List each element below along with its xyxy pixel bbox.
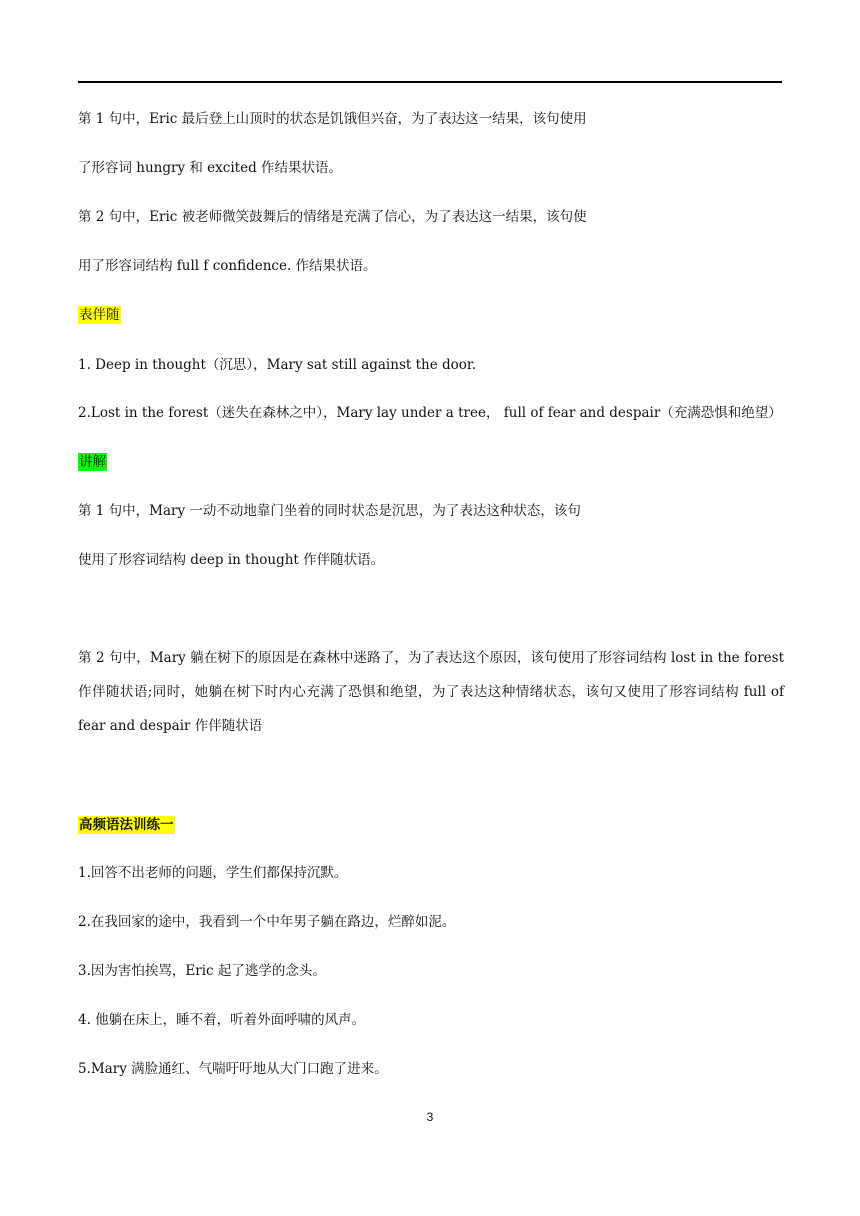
section-heading-accompany-label: 表伴随 (79, 307, 120, 323)
explain-2-paragraph: 第 2 句中，Mary 躺在树下的原因是在森林中迷路了，为了表达这个原因，该句使用了形容词结构 lost in the forest 作伴随状语;同时，她躺在树下时内心充满了恐惧和绝望，为了表达这种情绪状态，该句又使用了形容词结构 full of fear and despair 作伴随状语 (78, 650, 784, 734)
practice-item: 3.因为害怕挨骂，Eric 起了逃学的念头。 (78, 963, 326, 979)
section-heading-practice-label: 高频语法训练一 (79, 817, 174, 833)
explain-1-line-1: 第 1 句中，Eric 最后登上山顶时的状态是饥饿但兴奋，为了表达这一结果，该句使用 (78, 111, 587, 127)
practice-item: 1.回答不出老师的问题，学生们都保持沉默。 (78, 865, 348, 881)
page-number: 3 (426, 1110, 434, 1124)
section-heading-practice (78, 815, 175, 835)
practice-item: 5.Mary 满脸通红、气喘吁吁地从大门口跑了进来。 (78, 1061, 388, 1077)
section-heading-explain (78, 452, 107, 472)
practice-item: 4. 他躺在床上，睡不着，听着外面呼啸的风声。 (78, 1012, 366, 1028)
explain-1-line-2: 了形容词 hungry 和 excited 作结果状语。 (78, 160, 343, 176)
explain-2-line-2: 使用了形容词结构 deep in thought 作伴随状语。 (78, 552, 385, 568)
explain-1-line-3: 第 2 句中，Eric 被老师微笑鼓舞后的情绪是充满了信心，为了表达这一结果，该句使 (78, 209, 587, 225)
explain-2-line-1: 第 1 句中，Mary 一动不动地靠门坐着的同时状态是沉思，为了表达这种状态，该句 (78, 503, 581, 519)
section-heading-accompany (78, 305, 121, 325)
header-rule (78, 81, 782, 83)
accompany-example-2: 2.Lost in the forest（迷失在森林之中），Mary lay under a tree， full of fear and despair（充满恐惧和绝望） (78, 405, 782, 421)
accompany-example-1: 1. Deep in thought（沉思），Mary sat still against the door. (78, 357, 477, 373)
explain-1-line-4: 用了形容词结构 full f confidence. 作结果状语。 (78, 258, 377, 274)
section-heading-explain-label: 讲解 (79, 454, 106, 470)
practice-item: 2.在我回家的途中，我看到一个中年男子躺在路边，烂醉如泥。 (78, 914, 456, 930)
